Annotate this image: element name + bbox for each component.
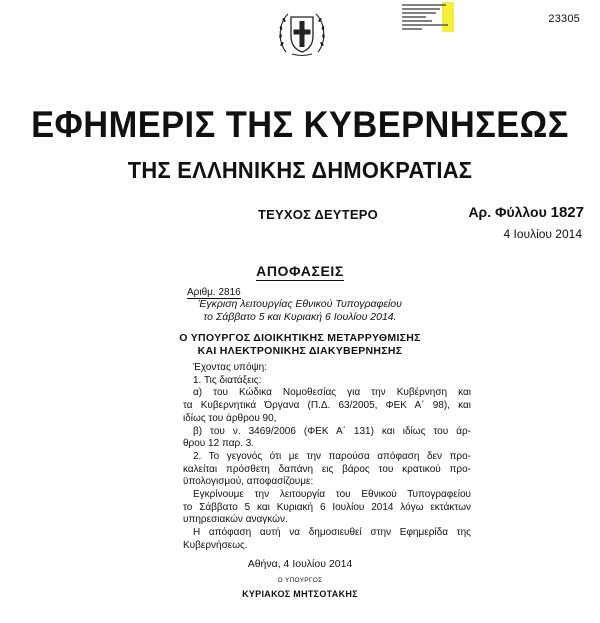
issuing-authority (0, 332, 600, 358)
signing-place-date: Αθήνα, 4 Ιουλίου 2014 (247, 558, 353, 570)
coat-of-arms-icon (276, 8, 328, 58)
body-line: Εγκρίνουμε την λειτουργία του Εθνικού Τυπογραφείου (193, 489, 471, 501)
digital-signature-stamp (402, 2, 458, 32)
decision-subject (0, 298, 600, 324)
subject-line: το Σάββατο 5 και Κυριακή 6 Ιουλίου 2014. (203, 311, 397, 323)
page-number: 23305 (548, 13, 580, 25)
sheet-number: 1827 (550, 204, 584, 221)
body-line: θρου 12 παρ. 3. (183, 438, 255, 450)
authority-line: ΚΑΙ ΗΛΕΚΤΡΟΝΙΚΗΣ ΔΙΑΚΥΒΕΡΝΗΣΗΣ (197, 345, 403, 357)
body-line: τα Κυβερνητικά Όργανα (Π.Δ. 63/2005, ΦΕΚ Α΄ 98), και (183, 400, 471, 412)
stamp-highlight (442, 2, 454, 32)
body-line: 2. Το γεγονός ότι με την παρούσα απόφαση δεν προ- (193, 450, 471, 462)
sheet-label: Αρ. Φύλλου (468, 204, 547, 220)
body-line: ϋπολογισμού, αποφασίζουμε: (183, 476, 314, 488)
body-line: το Σάββατο 5 και Κυριακή 6 Ιουλίου 2014 λόγω εκτάκτων (183, 501, 471, 513)
body-line: καλείται πρόσθετη δαπάνη εις βάρος του κρατικού προ- (183, 463, 471, 475)
authority-line: Ο ΥΠΟΥΡΓΟΣ ΔΙΟΙΚΗΤΙΚΗΣ ΜΕΤΑΡΡΥΘΜΙΣΗΣ (179, 332, 421, 344)
body-line: Η απόφαση αυτή να δημοσιευθεί στην Εφημερίδα της (193, 527, 471, 539)
body-line: Κυβερνήσεως. (183, 539, 248, 551)
minister-name: ΚΥΡΙΑΚΟΣ ΜΗΤΣΟΤΑΚΗΣ (242, 589, 358, 599)
minister-role: Ο ΥΠΟΥΡΓΟΣ (277, 577, 323, 584)
subject-line: Έγκριση λειτουργίας Εθνικού Τυπογραφείου (198, 298, 402, 310)
gazette-title: ΕΦΗΜΕΡΙΣ ΤΗΣ ΚΥΒΕΡΝΗΣΕΩΣ (31, 104, 569, 145)
body-line: β) του ν. 3469/2006 (ΦΕΚ Α΄ 131) και ιδίως του άρ- (193, 425, 471, 437)
decision-body (183, 362, 471, 553)
sheet-number-block (468, 204, 584, 221)
body-line: α) του Κώδικα Νομοθεσίας για την Κυβέρνηση και (193, 387, 471, 399)
decision-number: Αριθμ. 2816 (187, 287, 241, 298)
body-line: 1. Τις διατάξεις: (193, 374, 262, 386)
body-line: Έχοντας υπόψη: (193, 362, 267, 373)
issue-date: 4 Ιουλίου 2014 (503, 227, 582, 241)
section-heading-text: ΑΠΟΦΑΣΕΙΣ (256, 263, 344, 279)
issue-series: ΤΕΥΧΟΣ ΔΕΥΤΕΡΟ (258, 207, 378, 222)
body-line: ιδίως του άρθρου 90, (183, 412, 277, 424)
body-line: υπηρεσιακών αναγκών. (183, 514, 288, 526)
gazette-subtitle: ΤΗΣ ΕΛΛΗΝΙΚΗΣ ΔΗΜΟΚΡΑΤΙΑΣ (127, 157, 473, 183)
section-heading (0, 263, 600, 279)
